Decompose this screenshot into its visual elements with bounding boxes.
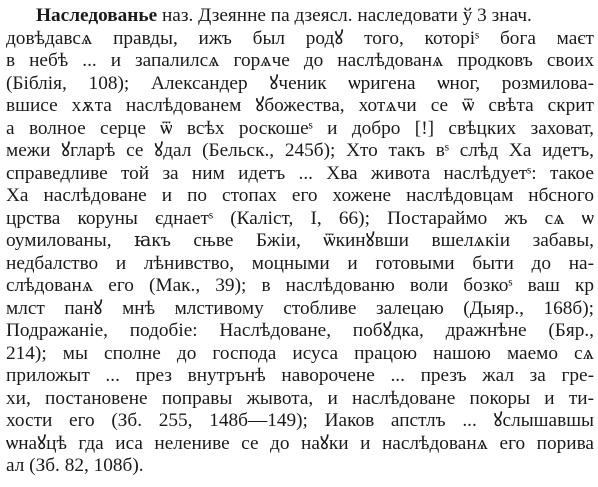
entry-line-7: межи ꙋгларѣ се ꙋдал (Бельск., 245б); Хто такъ вˢ слѣд Ха идетъ, bbox=[6, 140, 594, 161]
entry-line-13: слѣдованѧ его (Мак., 39); в наслѣдованю воли бозкоˢ ваш кр bbox=[6, 275, 594, 296]
entry-line-16: 214); мы сполне до господа исуса працою нашою маемо сѧ bbox=[6, 342, 594, 364]
entry-line-1-text: наз. Дзеянне па дзеясл. наследовати ў 3 знач. bbox=[157, 5, 532, 26]
entry-line-2: довѣдавсѧ правды, ижъ был родꙋ того, которiˢ бога маєт bbox=[6, 27, 594, 49]
dictionary-entry bbox=[6, 5, 594, 478]
entry-line-3: в небѣ ... и запалилсѧ горѧче до наслѣдованѧ продковъ своих bbox=[6, 50, 594, 71]
entry-line-12: недбалство и лѣнивство, моцными и готовыми быти до на- bbox=[6, 252, 594, 274]
entry-line-5: вшисе хѫта наслѣдованем ꙋбожества, хотѧчи се ѿ свѣта скрит bbox=[6, 95, 594, 116]
entry-line-20: ѡнаꙋцѣ гда иса нелениве се до наꙋки и наслѣдованѧ его порива bbox=[6, 432, 594, 454]
entry-line-17: приложыт ... през внутрънѣ наворочене ... презъ жал за гре- bbox=[6, 365, 594, 386]
entry-line-10: црства коруны єднаетˢ (Каліст, I, 66); Постараймо жъ сѧ ѡ bbox=[6, 207, 594, 229]
entry-line-6: а волное серце ѿ всѣх роскошеˢ и добро [!] свѣцких заховат, bbox=[6, 117, 594, 139]
entry-line-21: ал (Зб. 82, 108б). bbox=[6, 455, 144, 476]
entry-line-18: хи, постановене поправы жывота, и наслѣдоване покоры и ти- bbox=[6, 387, 594, 409]
entry-line-1 bbox=[6, 5, 594, 28]
entry-headword: Наследованье bbox=[36, 5, 158, 26]
entry-line-4: (Біблія, 108); Александер ꙋченик ѡригена ѡног, розмилова- bbox=[6, 72, 594, 94]
entry-line-9: Ха наслѣдоване и по стопах его хожене наслѣдовцам нбсного bbox=[6, 185, 594, 206]
entry-line-11: оумилованы, ꙗкъ сњве Бжіи, ѿкинꙋвши вшелѧкіи забавы, bbox=[6, 230, 594, 251]
entry-line-19: хости его (Зб. 255, 148б—149); Иаков апстлъ ... ꙋслышавшы bbox=[6, 410, 594, 431]
entry-line-8: справедливе той за ним идетъ ... Хва живота наслѣдуетˢ: такое bbox=[6, 162, 594, 184]
entry-line-15: Подражаніе, подобіе: Наслѣдоване, побꙋдка, дражнѣне (Бяр., bbox=[6, 320, 594, 341]
entry-line-14: млст панꙋ мнѣ млстивому стобливе залецаю (Дыяр., 168б); bbox=[6, 297, 594, 319]
